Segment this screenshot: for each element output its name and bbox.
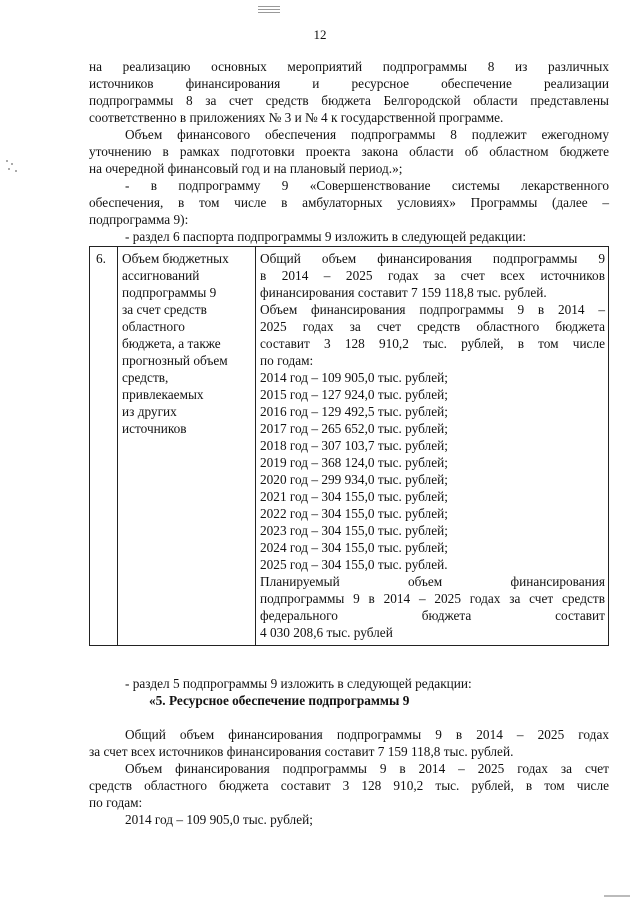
year-line: 2016 год – 129 492,5 тыс. рублей; [260,404,448,419]
label-line: ассигнований [122,268,200,283]
intro-line: обеспечения, в том числе в амбулаторных условиях» Программы (далее – [89,195,609,210]
year-line: 2015 год – 127 924,0 тыс. рублей; [260,387,448,402]
year-line: 2021 год – 304 155,0 тыс. рублей; [260,489,448,504]
year-line: 2025 год – 304 155,0 тыс. рублей. [260,557,448,572]
body-line: средств областного бюджета составит 3 128 910,2 тыс. рублей, в том числе [89,778,609,793]
intro-text [89,58,609,245]
content-line: 4 030 208,6 тыс. рублей [260,625,393,640]
row-number: 6. [90,247,118,646]
content-line: финансирования составит 7 159 118,8 тыс. рублей. [260,285,547,300]
intro-line: на реализацию основных мероприятий подпрограммы 8 из различных [89,59,609,74]
content-line: 2025 годах за счет средств областного бюджета [260,319,605,334]
year-line: 2014 год – 109 905,0 тыс. рублей; [260,370,448,385]
label-line: за счет средств [122,302,207,317]
page-number: 12 [313,27,327,42]
section-5-text [89,675,609,828]
body-line: за счет всех источников финансирования составит 7 159 118,8 тыс. рублей. [89,744,514,759]
intro-line: - в подпрограмму 9 «Совершенствование системы лекарственного [125,178,609,193]
label-line: привлекаемых [122,387,204,402]
label-line: средств, [122,370,169,385]
intro-line: источников финансирования и ресурсное обеспечение реализации [89,76,609,91]
label-line: из других [122,404,177,419]
label-line: источников [122,421,187,436]
year-line: 2024 год – 304 155,0 тыс. рублей; [260,540,448,555]
label-line: областного [122,319,185,334]
label-line: бюджета, а также [122,336,221,351]
year-line: 2022 год – 304 155,0 тыс. рублей; [260,506,448,521]
content-line: Планируемый объем финансирования [260,574,605,589]
section-heading: «5. Ресурсное обеспечение подпрограммы 9 [149,693,410,708]
year-line: 2019 год – 368 124,0 тыс. рублей; [260,455,448,470]
intro-line: соответственно в приложениях № 3 и № 4 к государственной программе. [89,110,504,125]
intro-line: подпрограммы 8 за счет средств бюджета Белгородской области представлены [89,93,609,108]
passport-table [89,246,609,646]
content-line: по годам: [260,353,314,368]
year-line: 2018 год – 307 103,7 тыс. рублей; [260,438,448,453]
year-line: 2014 год – 109 905,0 тыс. рублей; [125,812,313,827]
year-line: 2017 год – 265 652,0 тыс. рублей; [260,421,448,436]
table-row [90,247,609,646]
content-line: Общий объем финансирования подпрограммы 9 [260,251,605,266]
content-line: подпрограммы 9 в 2014 – 2025 годах за счет средств [260,591,605,606]
year-line: 2020 год – 299 934,0 тыс. рублей; [260,472,448,487]
content-line: в 2014 – 2025 годах за счет всех источников [260,268,605,283]
year-line: 2023 год – 304 155,0 тыс. рублей; [260,523,448,538]
label-line: Объем бюджетных [122,251,229,266]
body-line: по годам: [89,795,143,810]
intro-line: уточнению в рамках подготовки проекта закона области об областном бюджете [89,144,609,159]
content-line: федерального бюджета составит [260,608,605,623]
intro-line: Объем финансового обеспечения подпрограммы 8 подлежит ежегодному [125,127,609,142]
scan-artifact-edge [5,158,19,174]
row-label [118,247,256,646]
scan-artifact-bottom [604,895,630,897]
body-line: - раздел 5 подпрограммы 9 изложить в следующей редакции: [125,676,472,691]
content-line: составит 3 128 910,2 тыс. рублей, в том числе [260,336,605,351]
content-line: Объем финансирования подпрограммы 9 в 2014 – [260,302,605,317]
intro-line: подпрограмма 9): [89,212,189,227]
intro-line: на очередной финансовый год и на плановый период.»; [89,161,403,176]
scan-artifact-top [258,4,280,16]
label-line: подпрограммы 9 [122,285,217,300]
intro-line: - раздел 6 паспорта подпрограммы 9 изложить в следующей редакции: [125,229,527,244]
body-line: Общий объем финансирования подпрограммы 9 в 2014 – 2025 годах [125,727,609,742]
row-content [256,247,609,646]
body-line: Объем финансирования подпрограммы 9 в 2014 – 2025 годах за счет [125,761,609,776]
label-line: прогнозный объем [122,353,228,368]
